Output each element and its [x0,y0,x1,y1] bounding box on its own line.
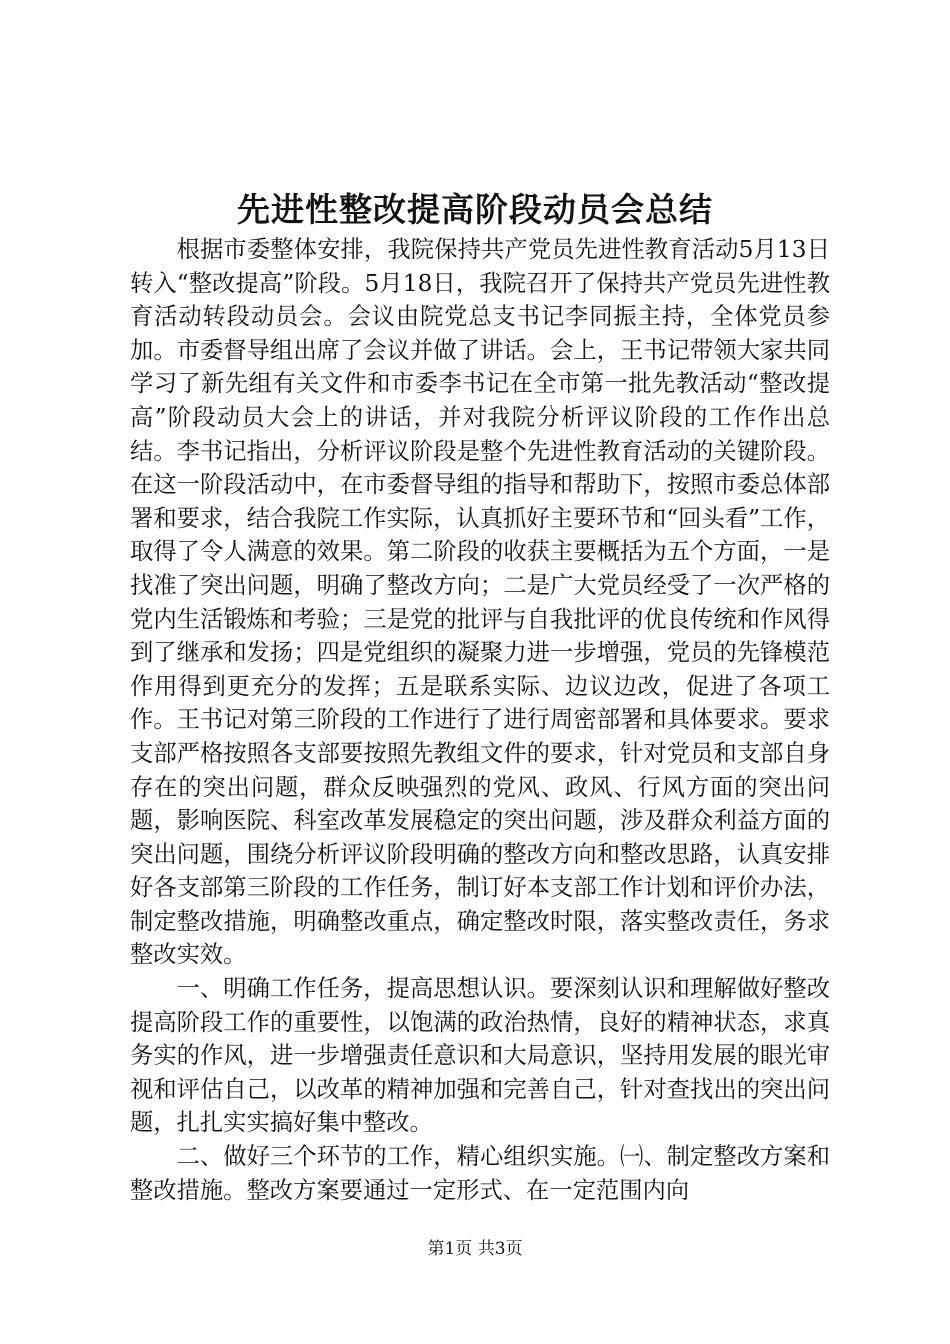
document-title: 先进性整改提高阶段动员会总结 [237,190,713,229]
document-body [130,233,830,1207]
paragraph-3: 二、做好三个环节的工作，精心组织实施。㈠、制定整改方案和整改措施。整改方案要通过一定形式、在一定范围内向 [130,1143,830,1204]
paragraph-2: 一、明确工作任务，提高思想认识。要深刻认识和理解做好整改提高阶段工作的重要性，以饱满的政治热情，良好的精神状态，求真务实的作风，进一步增强责任意识和大局意识，坚持用发展的眼光审视和评估自己，以改革的精神加强和完善自己，针对查找出的突出问题，扎扎实实搞好集中整改。 [130,975,830,1137]
page-footer: 第1页 共3页 [427,1239,523,1259]
paragraph-1: 根据市委整体安排，我院保持共产党员先进性教育活动5月13日转入“整改提高”阶段。5月18日，我院召开了保持共产党员先进性教育活动转段动员会。会议由院党总支书记李同振主持，全体党员参加。市委督导组出席了会议并做了讲话。会上，王书记带领大家共同学习了新先组有关文件和市委李书记在全市第一批先教活动“整改提高”阶段动员大会上的讲话，并对我院分析评议阶段的工作作出总结。李书记指出，分析评议阶段是整个先进性教育活动的关键阶段。在这一阶段活动中，在市委督导组的指导和帮助下，按照市委总体部署和要求，结合我院工作实际，认真抓好主要环节和“回头看”工作，取得了令人满意的效果。第二阶段的收获主要概括为五个方面，一是找准了突出问题，明确了整改方向；二是广大党员经受了一次严格的党内生活锻炼和考验；三是党的批评与自我批评的优良传统和作风得到了继承和发扬；四是党组织的凝聚力进一步增强，党员的先锋模范作用得到更充分的发挥；五是联系实际、边议边改，促进了各项工作。王书记对第三阶段的工作进行了进行周密部署和具体要求。要求支部严格按照各支部要按照先教组文件的要求，针对党员和支部自身存在的突出问题，群众反映强烈的党风、政风、行风方面的突出问题，影响医院、科室改革发展稳定的突出问题，涉及群众利益方面的突出问题，围绕分析评议阶段明确的整改方向和整改思路，认真安排好各支部第三阶段的工作任务，制订好本支部工作计划和评价办法，制定整改措施，明确整改重点，确定整改时限，落实整改责任，务求整改实效。 [130,236,830,969]
